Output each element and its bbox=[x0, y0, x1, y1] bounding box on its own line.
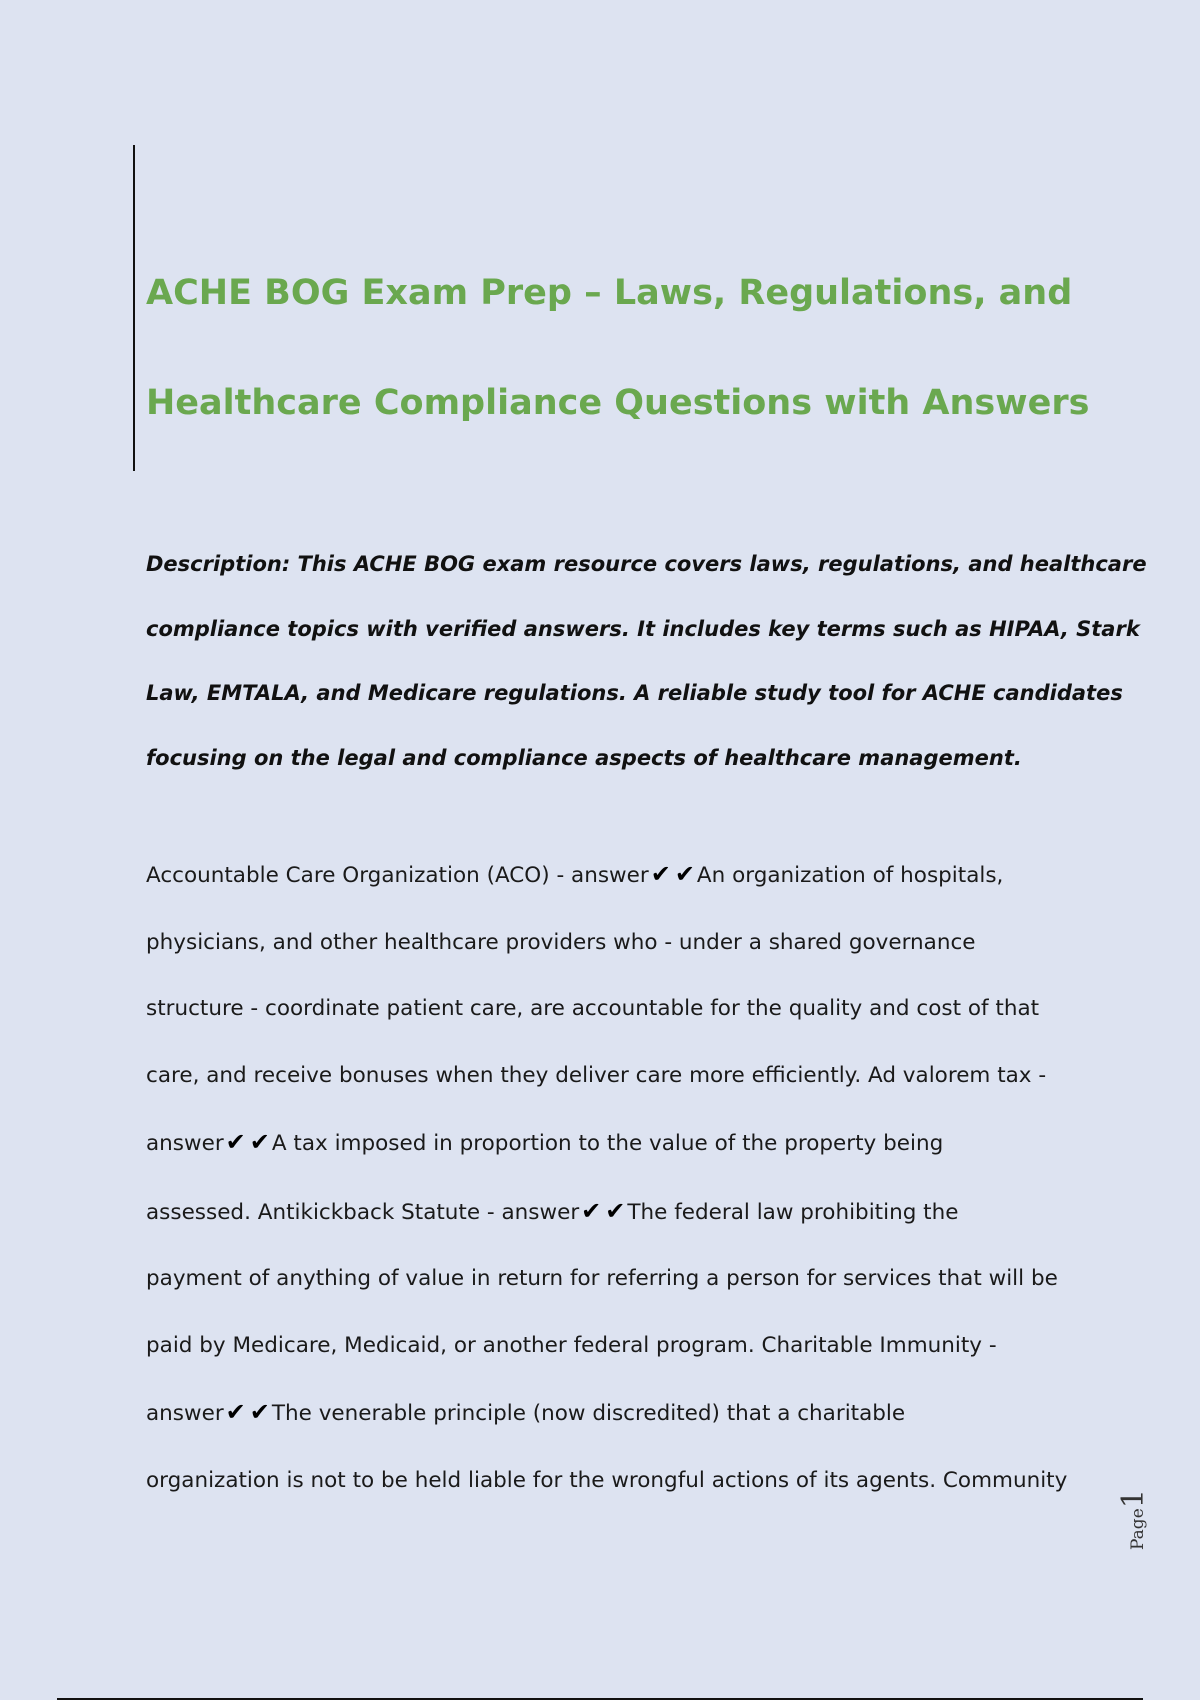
body-text-segment: A tax imposed in proportion to the value of the property being bbox=[271, 1131, 944, 1156]
body-line bbox=[146, 976, 1086, 1043]
checkmark-icon: ✔ bbox=[581, 1196, 602, 1225]
document-title bbox=[146, 238, 1096, 458]
checkmark-icon: ✔ bbox=[249, 1128, 270, 1156]
title-line-2: Healthcare Compliance Questions with Answers bbox=[146, 383, 1090, 423]
body-text-segment: paid by Medicare, Medicaid, or another federal program. Charitable Immunity - bbox=[146, 1332, 997, 1358]
description-line: compliance topics with verified answers. It includes key terms such as HIPAA, Stark bbox=[146, 616, 1140, 641]
checkmark-icon: ✔ bbox=[249, 1398, 270, 1426]
body-line bbox=[146, 1109, 1086, 1178]
checkmark-icon: ✔ bbox=[605, 1196, 626, 1225]
body-text-segment: The federal law prohibiting the bbox=[627, 1199, 959, 1225]
body-line bbox=[146, 1043, 1086, 1110]
checkmark-icon: ✔ bbox=[674, 860, 695, 888]
body-text-segment: care, and receive bonuses when they deliver care more efficiently. Ad valorem tax - bbox=[146, 1062, 1047, 1088]
body-text-segment: Accountable Care Organization (ACO) - answer bbox=[146, 863, 649, 888]
checkmark-icon: ✔ bbox=[650, 860, 671, 888]
description-line: focusing on the legal and compliance aspects of healthcare management. bbox=[146, 745, 1022, 770]
body-text-segment: The venerable principle (now discredited) that a charitable bbox=[271, 1401, 906, 1426]
body-text-segment: answer bbox=[146, 1401, 224, 1426]
checkmark-icon: ✔ bbox=[225, 1128, 246, 1156]
title-left-rule bbox=[133, 145, 135, 471]
body-paragraph bbox=[146, 841, 1086, 1514]
description-line: Law, EMTALA, and Medicare regulations. A reliable study tool for ACHE candidates bbox=[146, 681, 1123, 705]
checkmark-icon: ✔ bbox=[225, 1398, 246, 1426]
body-line bbox=[146, 1246, 1086, 1313]
body-line bbox=[146, 841, 1086, 910]
body-line bbox=[146, 1448, 1086, 1515]
page-digit: 1 bbox=[1116, 1489, 1151, 1509]
body-text-segment: structure - coordinate patient care, are accountable for the quality and cost of that bbox=[146, 996, 1040, 1021]
body-line bbox=[146, 1379, 1086, 1448]
body-text-segment: answer bbox=[146, 1131, 224, 1156]
description-paragraph bbox=[146, 532, 1147, 790]
description-line: Description: This ACHE BOG exam resource covers laws, regulations, and healthcare bbox=[146, 552, 1147, 576]
body-line bbox=[146, 1313, 1086, 1380]
body-text-segment: payment of anything of value in return for referring a person for services that will be bbox=[146, 1266, 1058, 1291]
title-line-1: ACHE BOG Exam Prep – Laws, Regulations, and bbox=[146, 273, 1073, 313]
body-line bbox=[146, 910, 1086, 977]
body-text-segment: assessed. Antikickback Statute - answer bbox=[146, 1199, 580, 1225]
body-text-segment: physicians, and other healthcare providers who - under a shared governance bbox=[146, 929, 976, 955]
body-text-segment: organization is not to be held liable for the wrongful actions of its agents. Community bbox=[146, 1467, 1068, 1493]
body-text-segment: An organization of hospitals, bbox=[696, 863, 1004, 888]
page-label: Page bbox=[1128, 1508, 1148, 1550]
body-line bbox=[146, 1178, 1086, 1247]
page-number bbox=[1116, 1490, 1156, 1550]
